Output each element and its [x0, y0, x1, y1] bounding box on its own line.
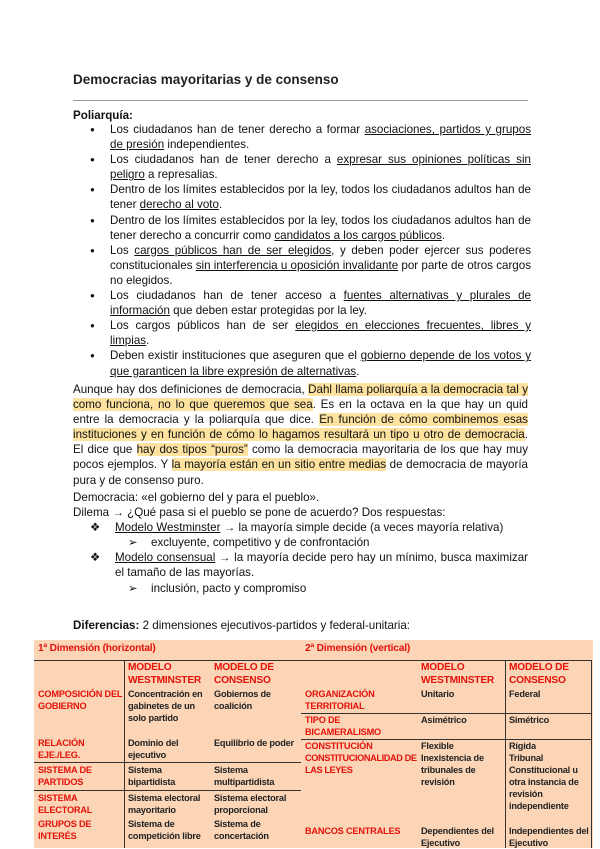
table2-cell: Flexible: [421, 741, 454, 751]
list-item: [73, 243, 531, 288]
list-item: [73, 182, 531, 212]
table2-cell: Dependientes del Ejecutivo: [421, 826, 494, 848]
consensual-item: [73, 550, 528, 580]
underlined-text: derecho al voto: [139, 198, 219, 212]
underlined-text: expresar sus opiniones políticas sin peligro: [110, 153, 531, 182]
table1-cell: Sistema de competición libre: [128, 819, 201, 841]
consensual-text: → la mayoría decide pero hay un mínimo, busca maximizar el tamaño de las mayorías.: [115, 551, 528, 580]
table1-header-westminster: MODELO WESTMINSTER: [128, 662, 202, 686]
diamond-bullet-icon: ❖: [90, 521, 101, 535]
table2-row-label: TIPO DE BICAMERALISMO: [305, 715, 382, 737]
table2-cell: Inexistencia de tribunales de revisión: [421, 753, 484, 787]
arrow-bullet-icon: ➢: [128, 581, 138, 595]
table2-row-label: CONSTITUCIÓN: [305, 741, 373, 751]
table2-cell: Independientes del Ejecutivo: [509, 826, 589, 848]
table1-cell: Concentración en gabinetes de un solo partido: [128, 689, 203, 723]
table1-row-label: COMPOSICIÓN DEL GOBIERNO: [38, 689, 123, 711]
highlighted-text: hay dos tipos “puros”: [136, 443, 248, 457]
poliarquia-heading: Poliarquía:: [73, 109, 133, 122]
text-run: . El dice que: [73, 428, 528, 457]
table1-cell: Sistema multipartidista: [214, 765, 275, 787]
consensual-label: Modelo consensual: [115, 551, 216, 565]
underlined-text: fuentes alternativas y plurales de información: [110, 289, 531, 318]
underlined-text: elegidos en elecciones frecuentes, libres y limpias: [110, 319, 531, 348]
diferencias-label: Diferencias:: [73, 619, 140, 632]
arrow-bullet-icon: ➢: [128, 536, 138, 550]
westminster-traits: excluyente, competitivo y de confrontación: [151, 536, 370, 550]
text-run: a represalias.: [144, 168, 218, 182]
westminster-text: → la mayoría simple decide (a veces mayoría relativa): [220, 521, 504, 535]
table1-cell: Gobiernos de coalición: [214, 689, 271, 711]
table-dimension-1: [34, 640, 301, 848]
table1-cell: Sistema de concertación: [214, 819, 269, 841]
list-item: [73, 288, 531, 318]
underlined-text: sin interferencia u oposición invalidante: [195, 258, 399, 272]
table1-row-label: RELACIÓN EJE./LEG.: [38, 738, 85, 760]
text-run: Los cargos públicos han de ser: [110, 319, 296, 333]
highlighted-text: En función de cómo combinemos esas instituciones y en función de cómo lo hagamos resultará un tipo u otro de democracia: [73, 413, 528, 442]
diamond-bullet-icon: ❖: [90, 551, 101, 565]
table2-header-consenso: MODELO DE CONSENSO: [509, 662, 569, 686]
text-run: .: [441, 228, 446, 242]
page-title: Democracias mayoritarias y de consenso: [73, 72, 339, 87]
text-run: por parte de otros cargos no elegidos.: [110, 258, 531, 287]
westminster-label: Modelo Westminster: [115, 521, 221, 535]
table2-row-label: CONSTITUCIONALIDAD DE LAS LEYES: [305, 753, 417, 775]
table2-cell: Simétrico: [509, 715, 550, 725]
table-dimension-2: [301, 640, 593, 848]
text-run: como la democracia mayoritaria de los que hay muy pocos ejemplos. Y: [73, 443, 528, 472]
table1-cell: Sistema electoral mayoritario: [128, 793, 201, 815]
dahl-paragraph: [73, 382, 528, 488]
text-run: Deben existir instituciones que aseguren que el: [110, 349, 361, 363]
highlighted-text: Dahl llama poliarquía a la democracia tal y como funciona, no lo que queremos que sea: [73, 383, 528, 412]
table2-row-label: ORGANIZACIÓN TERRITORIAL: [305, 689, 375, 711]
table1-cell: Equilibrio de poder: [214, 738, 294, 748]
list-item: [73, 318, 531, 348]
table2-cell: Tribunal Constitucional u otra instancia de revisión independiente: [509, 753, 579, 811]
text-run: Los ciudadanos han de tener derecho a formar: [110, 123, 365, 136]
text-run: Dentro de los límites establecidos por la ley, todos los ciudadanos adultos han de tener derecho a concurrir como: [110, 213, 531, 242]
dilema-line: Dilema → ¿Qué pasa si el pueblo se pone de acuerdo? Dos respuestas:: [73, 506, 446, 520]
text-run: Los ciudadanos han de tener acceso a: [110, 289, 344, 303]
underlined-text: cargos públicos han de ser elegidos: [134, 243, 332, 257]
list-item: [73, 122, 531, 152]
table2-header-westminster: MODELO WESTMINSTER: [421, 662, 495, 686]
diferencias-line: [73, 618, 410, 633]
table1-cell: Dominio del ejecutivo: [128, 738, 179, 760]
highlighted-text: la mayoría están en un sitio entre medias: [171, 458, 387, 472]
table1-row-label: GRUPOS DE INTERÉS: [38, 819, 92, 841]
table1-cell: Sistema electoral proporcional: [214, 793, 287, 815]
text-run: .: [218, 198, 223, 212]
underlined-text: asociaciones, partidos y grupos de presión: [110, 123, 531, 152]
table2-cell: Rígida: [509, 741, 536, 751]
text-run: Los ciudadanos han de tener derecho a: [110, 153, 337, 167]
text-run: . Es en la octava en la que hay un quid entre la democracia y la poliarquía que dice.: [73, 398, 528, 427]
text-run: de democracia de mayoría pura y de consenso puro.: [73, 458, 528, 487]
text-run: Dentro de los límites establecidos por la ley, todos los ciudadanos adultos han de tener: [110, 183, 531, 212]
westminster-item: [73, 520, 528, 535]
democracia-definition: Democracia: «el gobierno del y para el pueblo».: [73, 491, 320, 504]
table1-header-consenso: MODELO DE CONSENSO: [214, 662, 274, 686]
table2-cell: Unitario: [421, 689, 455, 699]
table2-cell: Federal: [509, 689, 541, 699]
table2-cell: Asimétrico: [421, 715, 467, 725]
underlined-text: gobierno depende de los votos y que garanticen la libre expresión de alternativas: [110, 349, 531, 378]
consensual-traits: inclusión, pacto y compromiso: [151, 581, 307, 595]
table1-title: 1ª Dimensión (horizontal): [38, 643, 156, 654]
table1-row-label: SISTEMA DE PARTIDOS: [38, 765, 92, 787]
table2-row-label: BANCOS CENTRALES: [305, 826, 401, 836]
text-run: Aunque hay dos definiciones de democracia,: [73, 383, 309, 396]
list-item: [73, 152, 531, 182]
poliarquia-list: [73, 122, 531, 379]
table1-row-label: SISTEMA ELECTORAL: [38, 793, 93, 815]
westminster-subitem: [73, 535, 528, 550]
title-divider: [73, 100, 528, 101]
diferencias-text: 2 dimensiones ejecutivos-partidos y federal-unitaria:: [139, 619, 411, 632]
table1-cell: Sistema bipartidista: [128, 765, 176, 787]
underlined-text: candidatos a los cargos públicos: [274, 228, 442, 242]
list-item: [73, 213, 531, 243]
table2-title: 2ª Dimensión (vertical): [305, 643, 411, 654]
text-run: , y deben poder ejercer sus poderes constitucionales: [110, 243, 531, 272]
list-item: [73, 348, 531, 378]
text-run: .: [356, 364, 360, 378]
consensual-subitem: [73, 581, 528, 596]
text-run: .: [146, 334, 150, 348]
text-run: Los: [110, 243, 135, 257]
democracia-section: [73, 490, 528, 596]
text-run: que deben estar protegidas por la ley.: [169, 304, 367, 318]
text-run: independientes.: [164, 138, 250, 152]
